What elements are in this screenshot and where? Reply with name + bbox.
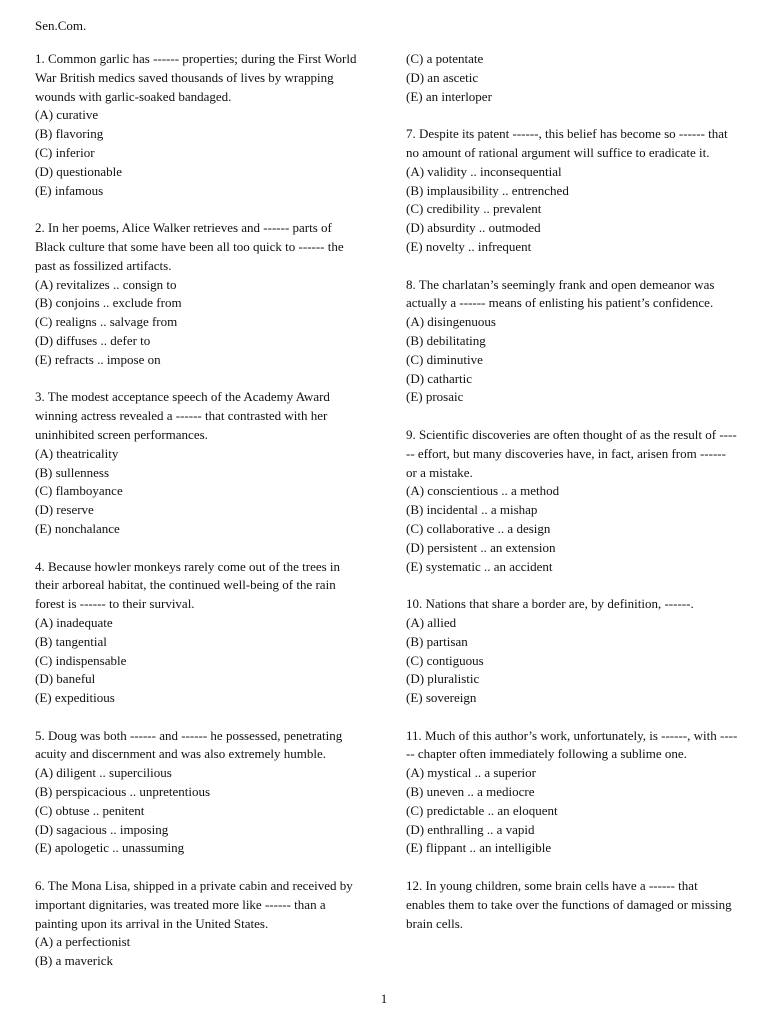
question-item bbox=[406, 426, 738, 576]
answer-option: (E) novelty .. infrequent bbox=[406, 238, 532, 254]
question-item bbox=[35, 727, 365, 859]
document-header: Sen.Com. bbox=[35, 18, 87, 33]
answer-option: (D) persistent .. an extension bbox=[406, 539, 556, 555]
answer-option: (A) curative bbox=[35, 107, 99, 123]
answer-option: (B) incidental .. a mishap bbox=[406, 502, 538, 518]
answer-option: (C) indispensable bbox=[35, 652, 127, 668]
answer-option: (E) expeditious bbox=[35, 690, 115, 706]
answer-option: (D) reserve bbox=[35, 502, 94, 518]
question-stem: 5. Doug was both ------ and ------ he possessed, penetrating acuity and discernment and was also extremely humble. bbox=[35, 727, 343, 762]
answer-option: (C) obtuse .. penitent bbox=[35, 802, 145, 818]
question-stem: 6. The Mona Lisa, shipped in a private cabin and received by important dignitaries, was treated more like ------ than a painting upon its arrival in the United States. bbox=[35, 878, 353, 931]
answer-option: (E) infamous bbox=[35, 182, 104, 198]
answer-option: (D) cathartic bbox=[406, 370, 473, 386]
answer-option: (A) allied bbox=[406, 614, 457, 630]
answer-option: (E) apologetic .. unassuming bbox=[35, 840, 185, 856]
question-stem: 12. In young children, some brain cells have a ------ that enables them to take over the functions of damaged or missing brain cells. bbox=[406, 878, 732, 931]
answer-option: (E) prosaic bbox=[406, 389, 464, 405]
answer-option: (B) uneven .. a mediocre bbox=[406, 784, 535, 800]
answer-option: (C) inferior bbox=[35, 144, 95, 160]
answer-option: (C) diminutive bbox=[406, 351, 483, 367]
answer-option: (D) diffuses .. defer to bbox=[35, 332, 151, 348]
answer-option: (D) an ascetic bbox=[406, 69, 479, 85]
answer-option: (C) a potentate bbox=[406, 51, 484, 66]
answer-option: (E) sovereign bbox=[406, 690, 477, 706]
answer-option: (A) revitalizes .. consign to bbox=[35, 276, 177, 292]
answer-option: (C) flamboyance bbox=[35, 483, 123, 499]
answer-option: (D) baneful bbox=[35, 671, 96, 687]
question-stem: 7. Despite its patent ------, this belief has become so ------ that no amount of rational argument will suffice to eradicate it. bbox=[406, 126, 728, 160]
answer-option: (A) theatricality bbox=[35, 445, 119, 461]
answer-option: (D) absurdity .. outmoded bbox=[406, 220, 541, 236]
question-stem: 11. Much of this author’s work, unfortunately, is ------, with ------ chapter often immediately following a sublime one. bbox=[406, 727, 738, 762]
answer-option: (C) realigns .. salvage from bbox=[35, 314, 178, 330]
answer-option: (B) flavoring bbox=[35, 126, 104, 142]
right-column bbox=[406, 50, 738, 952]
answer-option: (E) systematic .. an accident bbox=[406, 558, 553, 574]
answer-option: (D) pluralistic bbox=[406, 671, 480, 687]
answer-option: (E) nonchalance bbox=[35, 520, 120, 536]
answer-option: (A) validity .. inconsequential bbox=[406, 163, 562, 179]
question-stem: 4. Because howler monkeys rarely come out of the trees in their arboreal habitat, the continued well-being of the rain forest is ------ to their survival. bbox=[35, 558, 341, 612]
question-stem: 1. Common garlic has ------ properties; during the First World War British medics saved thousands of lives by wrapping wounds with garlic-soaked bandaged. bbox=[35, 51, 357, 104]
answer-option: (E) an interloper bbox=[406, 88, 492, 104]
answer-option: (B) perspicacious .. unpretentious bbox=[35, 784, 211, 800]
answer-option: (C) contiguous bbox=[406, 652, 484, 668]
answer-option: (C) predictable .. an eloquent bbox=[406, 802, 558, 818]
question-item bbox=[406, 125, 738, 257]
question-stem: 10. Nations that share a border are, by definition, ------. bbox=[406, 596, 694, 612]
answer-option: (B) tangential bbox=[35, 633, 107, 649]
question-item bbox=[35, 558, 365, 708]
answer-option: (D) enthralling .. a vapid bbox=[406, 821, 535, 837]
question-stem: 3. The modest acceptance speech of the Academy Award winning actress revealed a ------ that contrasted with her uninhibited screen performances. bbox=[35, 389, 330, 442]
answer-option: (C) collaborative .. a design bbox=[406, 520, 551, 536]
left-column bbox=[35, 50, 365, 990]
question-stem: 8. The charlatan’s seemingly frank and open demeanor was actually a ------ means of enlisting his patient’s confidence. bbox=[406, 276, 715, 311]
question-item bbox=[35, 50, 365, 200]
question-item bbox=[35, 877, 365, 971]
question-stem: 2. In her poems, Alice Walker retrieves and ------ parts of Black culture that some have been all too quick to ------ the past as fossilized artifacts. bbox=[35, 220, 344, 273]
answer-option: (A) disingenuous bbox=[406, 314, 496, 330]
answer-option: (E) flippant .. an intelligible bbox=[406, 840, 552, 856]
answer-option: (B) conjoins .. exclude from bbox=[35, 295, 182, 311]
answer-option: (A) diligent .. supercilious bbox=[35, 765, 172, 781]
answer-option: (B) partisan bbox=[406, 633, 468, 649]
answer-option: (E) refracts .. impose on bbox=[35, 351, 161, 367]
answer-option: (A) mystical .. a superior bbox=[406, 765, 536, 781]
right-question-list bbox=[406, 125, 738, 933]
answer-option: (A) a perfectionist bbox=[35, 934, 131, 950]
answer-option: (D) sagacious .. imposing bbox=[35, 821, 169, 837]
question-item bbox=[406, 276, 738, 408]
answer-option: (B) debilitating bbox=[406, 332, 486, 348]
answer-option: (D) questionable bbox=[35, 163, 123, 179]
question-item bbox=[35, 388, 365, 538]
question-item bbox=[406, 727, 738, 859]
answer-option: (B) sullenness bbox=[35, 464, 110, 480]
question-item bbox=[406, 877, 738, 933]
answer-option: (B) implausibility .. entrenched bbox=[406, 182, 569, 198]
answer-option: (A) conscientious .. a method bbox=[406, 483, 560, 499]
answer-option: (A) inadequate bbox=[35, 614, 113, 630]
page-number: 1 bbox=[380, 991, 388, 1006]
question-6-continuation bbox=[406, 50, 738, 106]
question-item bbox=[35, 219, 365, 369]
answer-option: (C) credibility .. prevalent bbox=[406, 201, 542, 217]
answer-option: (B) a maverick bbox=[35, 953, 113, 969]
question-stem: 9. Scientific discoveries are often thought of as the result of ------ effort, but many discoveries have, in fact, arisen from ------ or a mistake. bbox=[406, 426, 737, 480]
question-item bbox=[406, 595, 738, 708]
